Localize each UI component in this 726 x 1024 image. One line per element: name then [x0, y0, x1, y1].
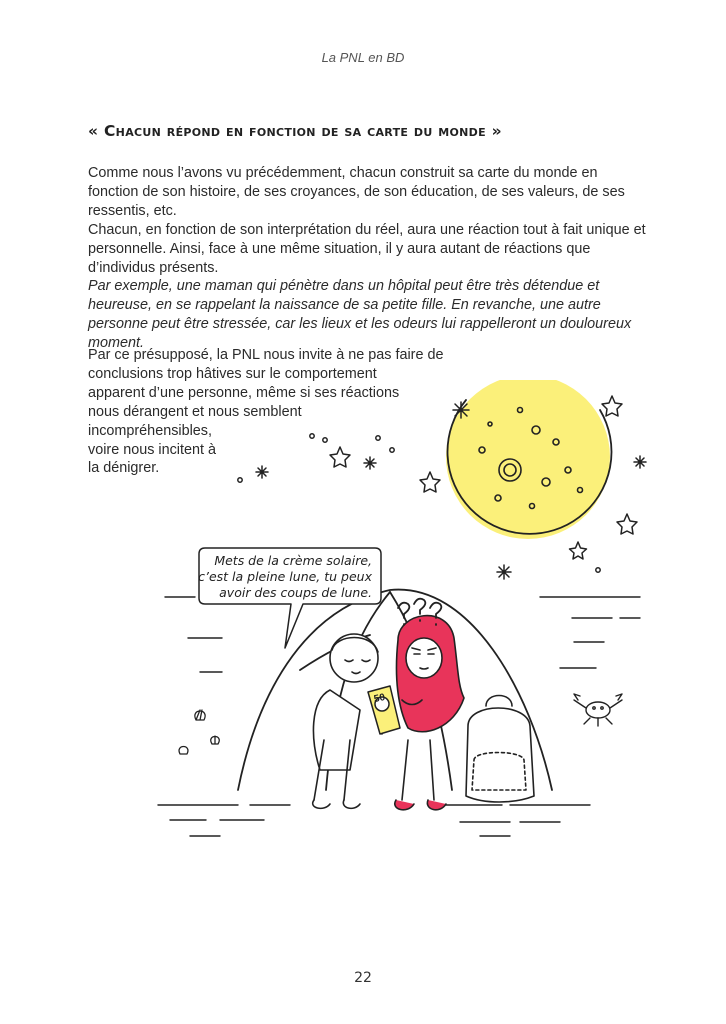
wrap-line: nous dérangent et nous semblent: [88, 403, 302, 420]
paragraph-2: Chacun, en fonction de son interprétation du réel, aura une réaction tout à fait unique et personnelle. Ainsi, face à une même situation, il y aura autant de réactions que d’individus présents.: [88, 221, 646, 276]
page-number: 22: [354, 970, 372, 986]
comic-illustration: [0, 380, 726, 850]
paragraph-1: Comme nous l’avons vu précédemment, chacun construit sa carte du monde en fonction de son histoire, de ses croyances, de son éducation, de ses valeurs, de ses ressentis, etc.: [88, 165, 625, 219]
full-moon: [446, 380, 612, 539]
wrap-line: la dénigrer.: [88, 460, 160, 477]
seashells: [179, 710, 219, 754]
backpack: [466, 696, 534, 803]
paragraph-example: Par exemple, une maman qui pénètre dans un hôpital peut être très détendue et heureuse, en se rappelant la naissance de sa petite fille. En revanche, une autre personne peut être stressée, car les lieux et les odeurs lui rappelleront un douloureux moment.: [88, 278, 632, 352]
body-text: [88, 164, 648, 353]
wrap-line: apparent d’une personne, même si ses réactions: [88, 384, 400, 401]
running-head: La PNL en BD: [321, 50, 405, 65]
wrap-line: conclusions trop hâtives sur le comportement: [88, 365, 377, 382]
man-character: [313, 634, 387, 808]
ground: [158, 805, 590, 836]
speech-line: Mets de la crème solaire,: [214, 553, 372, 568]
crab: [574, 694, 622, 726]
speech-line: c’est la pleine lune, tu peux: [198, 569, 372, 584]
section-heading: « Chacun répond en fonction de sa carte du monde »: [88, 122, 502, 140]
woman-character: [395, 616, 464, 810]
wrap-line: incompréhensibles,: [88, 422, 212, 439]
speech-line: avoir des coups de lune.: [219, 585, 372, 600]
speech-bubble-text: [196, 553, 372, 601]
sunscreen-spf-label: 50: [372, 691, 387, 706]
wrap-line: Par ce présupposé, la PNL nous invite à ne pas faire de: [88, 347, 444, 363]
wrap-line: voire nous incitent à: [88, 441, 216, 458]
